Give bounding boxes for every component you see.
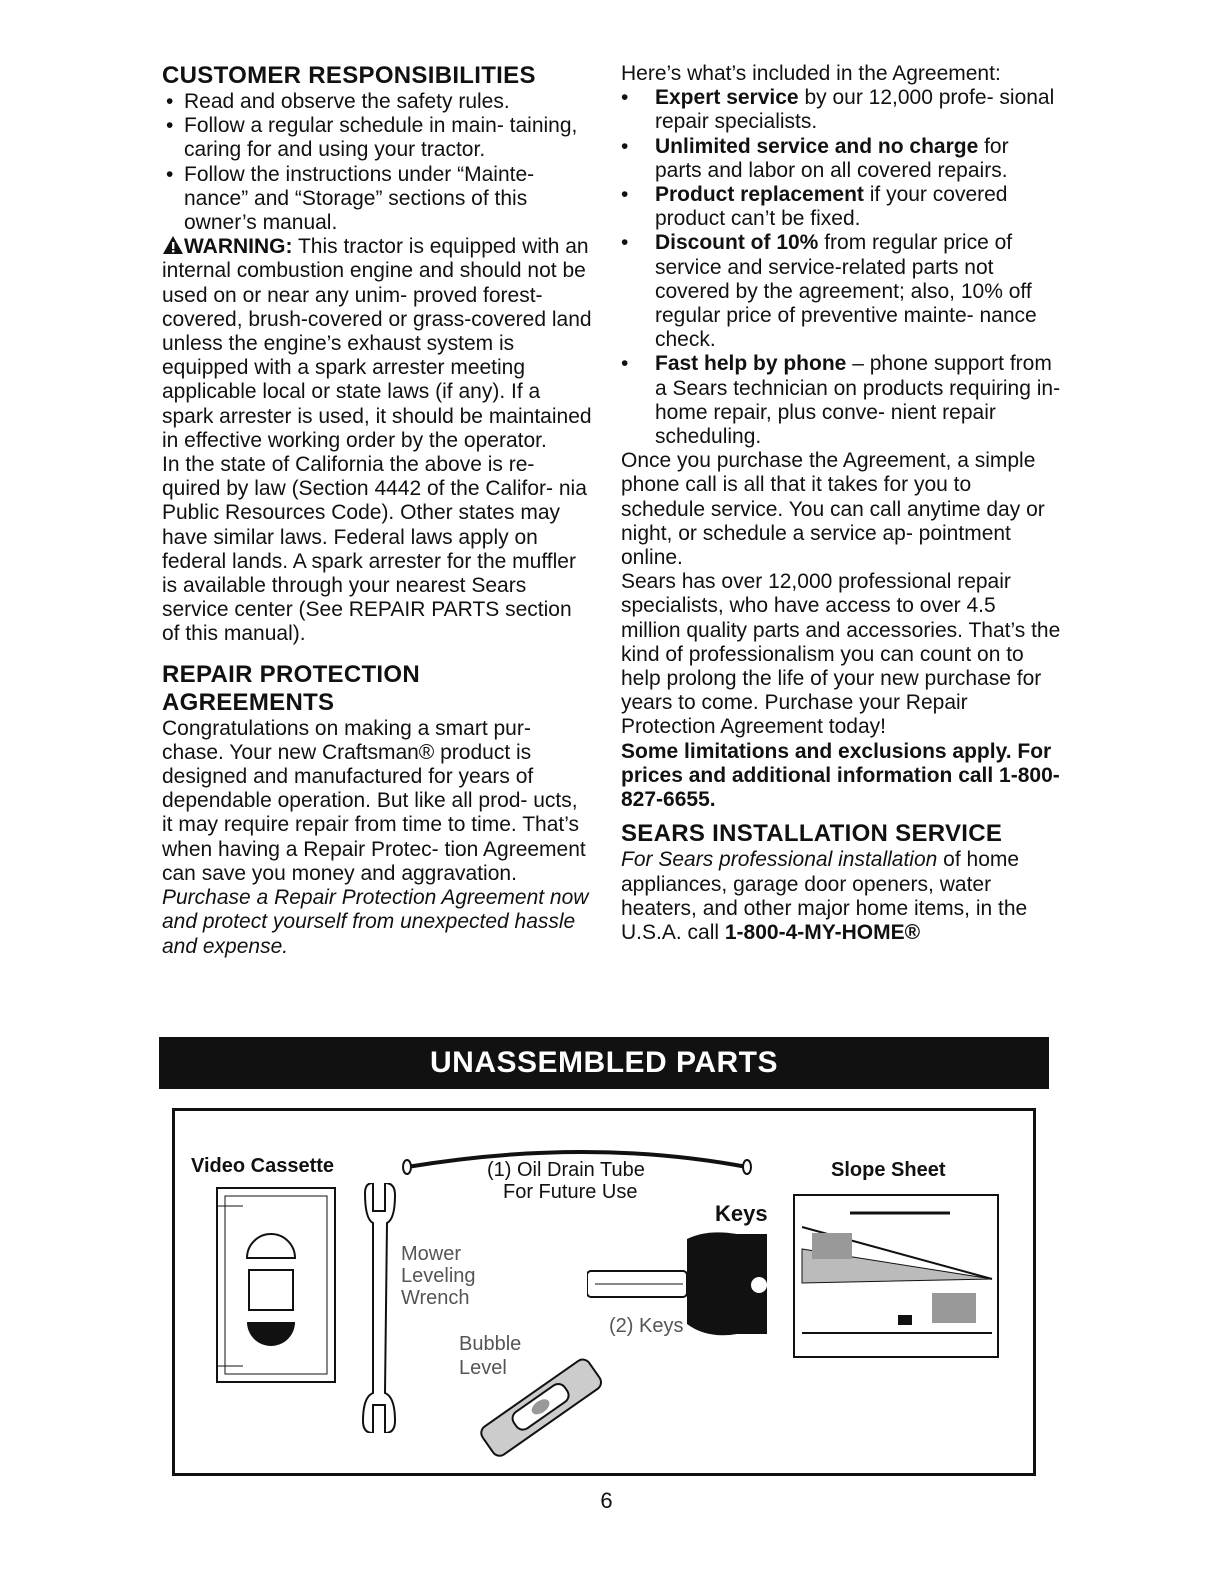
item-text: from regular price of service and service-related parts not covered by the agreement; also, 10% off regular price of preventive mainte- nance check.: [655, 231, 1037, 352]
warning-label: WARNING:: [184, 235, 293, 259]
leveling-label: Leveling: [401, 1265, 476, 1287]
keys-title: Keys: [715, 1201, 768, 1226]
video-cassette-label: Video Cassette: [191, 1155, 335, 1177]
bubble-level-icon: [465, 1351, 615, 1461]
list-item: • Follow the instructions under “Mainte- nance” and “Storage” sections of this owner’s manual.: [162, 163, 592, 236]
item-bold: Fast help by phone: [655, 352, 847, 376]
item-text: – phone support from a Sears technician on products requiring in-home repair, plus conve- nient repair scheduling.: [655, 352, 1061, 449]
repair-protection-paragraph: Congratulations on making a smart pur- chase. Your new Craftsman® product is designed and manufactured for years of dependable operation. But like all prod- ucts, it may require repair from time to time. That’s when having a Repair Protec- tion Agreement can save you money and aggravation.: [162, 716, 586, 885]
repair-protection-italic: Purchase a Repair Protection Agreement now and protect yourself from unexpected hassle and expense.: [162, 886, 589, 958]
keys-count-label: (2) Keys: [609, 1315, 684, 1337]
warning-triangle-icon: [162, 235, 184, 255]
left-column: [162, 62, 592, 959]
list-item: [621, 135, 1061, 183]
list-item: [621, 352, 1061, 449]
repair-protection-heading: REPAIR PROTECTION AGREEMENTS: [162, 660, 421, 716]
slope-sheet-label: Slope Sheet: [831, 1159, 946, 1181]
sears-paragraph: Sears has over 12,000 professional repair specialists, who have access to over 4.5 million quality parts and accessories. That’s the kind of professionalism you can count on to help prolong the life of your new purchase for years to come. Purchase your Repair Protection Agreement today!: [621, 570, 1061, 739]
unassembled-parts-banner: UNASSEMBLED PARTS: [159, 1037, 1049, 1089]
level-label: Level: [459, 1357, 507, 1379]
customer-responsibilities-list: [162, 90, 592, 235]
unassembled-parts-box: [172, 1108, 1036, 1476]
installation-phone: 1-800-4-MY-HOME®: [724, 920, 921, 944]
slope-sheet-icon: [792, 1193, 1000, 1359]
oil-drain-tube-label: (1) Oil Drain Tube: [487, 1159, 645, 1181]
item-bold: Product replacement: [655, 183, 864, 207]
agreement-list: [621, 86, 1061, 449]
item-bold: Expert service: [655, 86, 799, 110]
limitations-paragraph: Some limitations and exclusions apply. For prices and additional information call 1-800-827-6655.: [621, 739, 1060, 812]
right-column: [621, 62, 1061, 945]
item-text: for parts and labor on all covered repairs.: [655, 134, 1009, 182]
once-paragraph: Once you purchase the Agreement, a simple phone call is all that it takes for you to schedule service. You can call anytime day or night, or schedule a service ap- pointment online.: [621, 449, 1045, 570]
mower-label: Mower: [401, 1243, 462, 1265]
wrench-icon: [355, 1183, 405, 1433]
item-text: by our 12,000 profe- sional repair specialists.: [655, 86, 1055, 134]
item-text: if your covered product can’t be fixed.: [655, 183, 1008, 231]
for-future-use-label: For Future Use: [503, 1181, 638, 1203]
california-paragraph: In the state of California the above is re- quired by law (Section 4442 of the Califor- nia Public Resources Code). Other states may have similar laws. Federal laws apply on federal lands. A spark arrester for the muffler is available through your nearest Sears service center (See REPAIR PARTS section of this manual).: [162, 453, 587, 646]
installation-paragraph: [621, 848, 1061, 945]
list-item: [621, 231, 1061, 352]
list-item: [621, 183, 1061, 231]
installation-text: of home appliances, garage door openers, water heaters, and other major home items, in the U.S.A. call: [621, 848, 1028, 944]
installation-italic: For Sears professional installation: [621, 848, 938, 872]
list-item: • Follow a regular schedule in main- taining, caring for and using your tractor.: [162, 114, 592, 162]
item-bold: Unlimited service and no charge: [655, 134, 979, 158]
page-number: 6: [600, 1488, 613, 1513]
list-item: • Read and observe the safety rules.: [162, 90, 592, 114]
installation-heading: SEARS INSTALLATION SERVICE: [621, 820, 1003, 848]
list-item: [621, 86, 1061, 134]
warning-paragraph: [162, 235, 592, 453]
agreement-intro: Here’s what’s included in the Agreement:: [621, 62, 1001, 85]
video-cassette-icon: [213, 1186, 339, 1386]
item-bold: Discount of 10%: [655, 231, 819, 255]
bubble-label: Bubble: [459, 1333, 522, 1355]
wrench-label: Wrench: [401, 1287, 470, 1309]
warning-text: This tractor is equipped with an internal combustion engine and should not be used on or near any unim- proved forest-covered, brush-covered or grass-covered land unless the engine’s exhaust system is equipped with a spark arrester meeting applicable local or state laws (if any). If a spark arrester is used, it should be maintained in effective working order by the operator.: [162, 235, 592, 452]
customer-responsibilities-heading: CUSTOMER RESPONSIBILITIES: [162, 62, 536, 89]
